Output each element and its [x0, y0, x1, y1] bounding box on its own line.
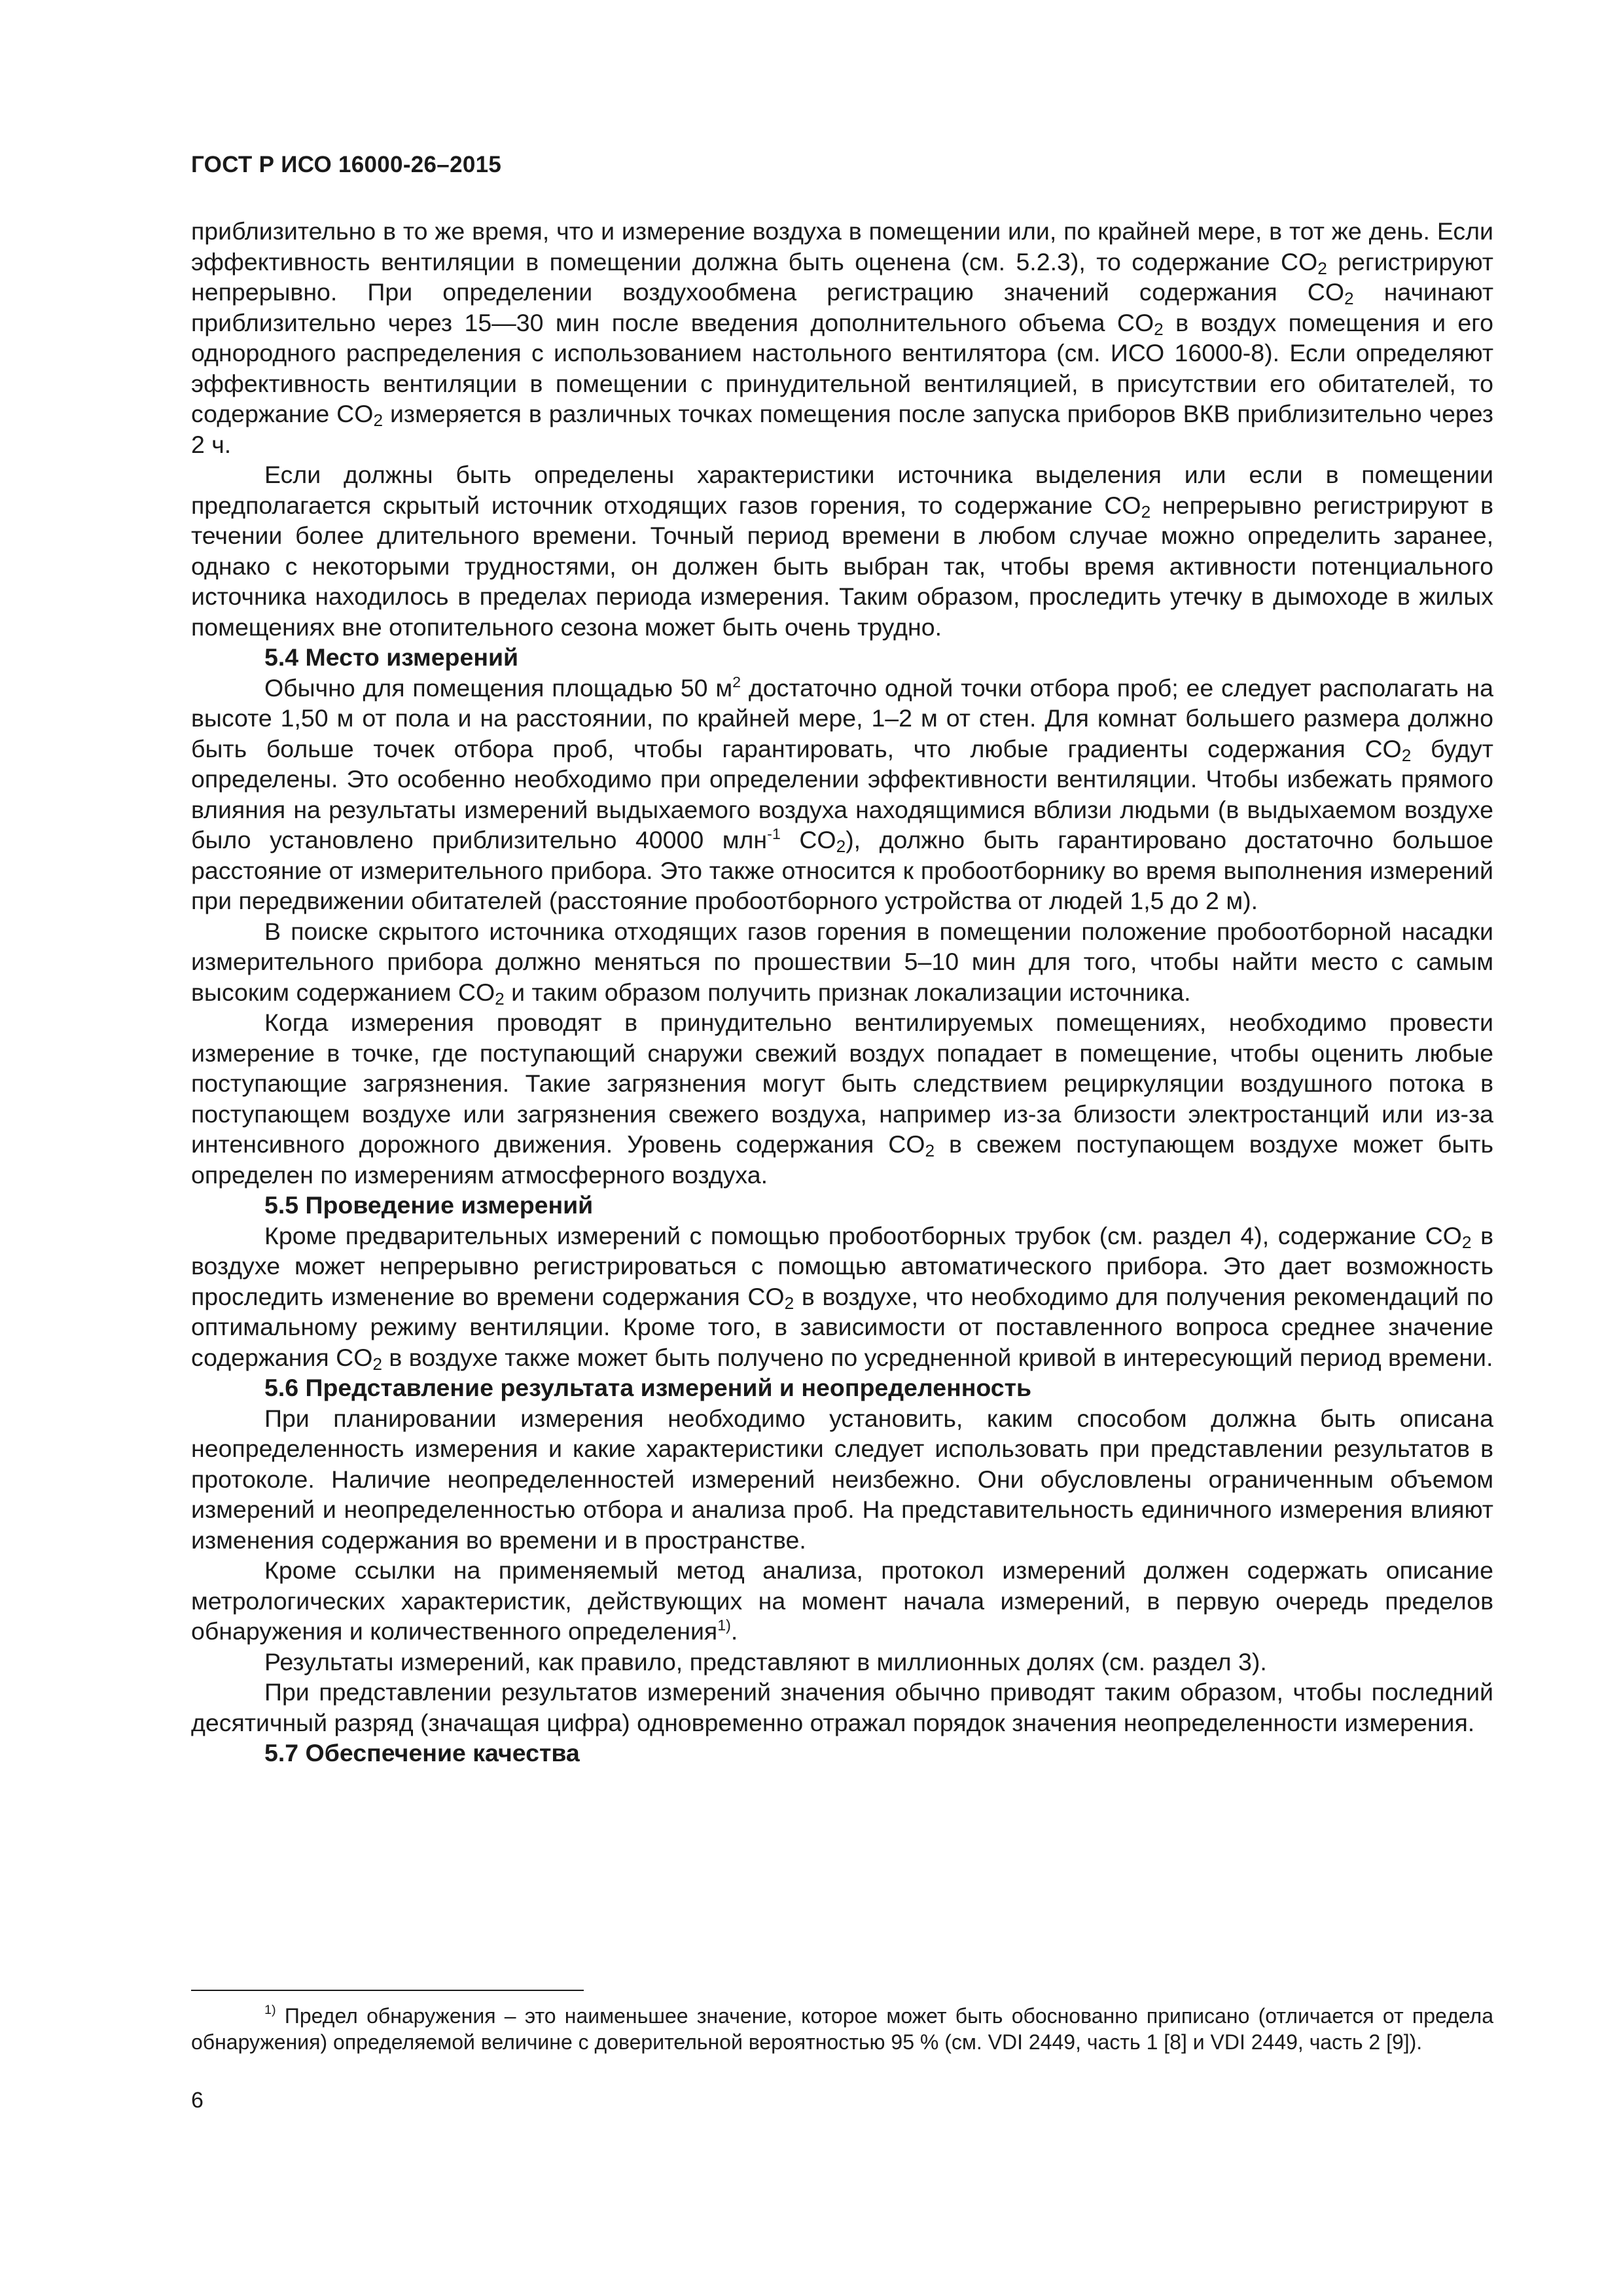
section-heading-5-4: 5.4 Место измерений — [264, 643, 519, 671]
document-body — [191, 216, 1493, 1768]
section-heading-5-6: 5.6 Представление результата измерений и неопределенность — [264, 1374, 1032, 1401]
section-heading-5-5: 5.5 Проведение измерений — [264, 1191, 594, 1219]
page-number: 6 — [191, 2088, 204, 2113]
paragraph-metrological-characteristics: Кроме ссылки на применяемый метод анализа, протокол измерений должен содержать описание метрологических характеристик, действующих на момент начала измерений, в первую очередь пределов обнаружения и количественного определения$^{1)}$. — [191, 1556, 1493, 1645]
footnote — [191, 2003, 1493, 2055]
paragraph-forced-ventilation: Когда измерения проводят в принудительно вентилируемых помещениях, необходимо провести измерение в точке, где поступающий снаружи свежий воздух попадает в помещение, чтобы оценить любые поступающие загрязнения. Такие загрязнения могут быть следствием рециркуляции воздушного потока в поступающем воздухе или загрязнения свежего воздуха, например из-за близости электростанций или из-за интенсивного дорожного движения. Уровень содержания $CO_2$ в свежем поступающем воздухе может быть определен по измерениям атмосферного воздуха. — [191, 1009, 1494, 1189]
paragraph-uncertainty-planning: При планировании измерения необходимо установить, каким способом должна быть описана неопределенность измерения и какие характеристики следует использовать при представлении результатов в протоколе. Наличие неопределенностей измерений неизбежно. Они обусловлены ограниченным объемом измерений и неопределенностью отбора и анализа проб. На представительность единичного измерения влияют изменения содержания во времени и в пространстве. — [191, 1404, 1493, 1554]
section-heading-5-7: 5.7 Обеспечение качества — [264, 1739, 580, 1767]
document-header: ГОСТ Р ИСО 16000-26–2015 — [191, 152, 502, 177]
paragraph-results-ppm: Результаты измерений, как правило, представляют в миллионных долях (см. раздел 3). — [264, 1647, 1267, 1676]
paragraph-conducting-measurements: Кроме предварительных измерений с помощью пробоотборных трубок (см. раздел 4), содержание $CO_2$ в воздухе может непрерывно регистрироваться с помощью автоматического прибора. Это дает возможность проследить изменение во времени содержания $CO_2$ в воздухе, что необходимо для получения рекомендаций по оптимальному режиму вентиляции. Кроме того, в зависимости от поставленного вопроса среднее значение содержания $CO_2$ в воздухе также может быть получено по усредненной кривой в интересующий период времени. — [191, 1221, 1493, 1374]
footnote-reference[interactable]: 1) — [717, 1617, 731, 1634]
paragraph-measurement-location: Обычно для помещения площадью 50 $м^2$ достаточно одной точки отбора проб; ее следует располагать на высоте 1,50 м от пола и на расстоянии, по крайней мере, 1–2 м от стен. Для комнат большего размера должно быть больше точек отбора проб, чтобы гарантировать, что любые градиенты содержания $CO_2$ будут определены. Это особенно необходимо при определении эффективности вентиляции. Чтобы избежать прямого влияния на результаты измерений выдыхаемого воздуха находящимися вблизи людьми (в выдыхаемом воздухе было установлено приблизительно 40000 млн$^{-1}$ $CO_2$), должно быть гарантировано достаточно большое расстояние от измерительного прибора. Это также относится к пробоотборнику во время выполнения измерений при передвижении обитателей (расстояние пробоотборного устройства от людей 1,5 до 2 м). — [191, 673, 1493, 914]
paragraph-hidden-source-search: В поиске скрытого источника отходящих газов горения в помещении положение пробоотборной насадки измерительного прибора должно меняться по прошествии 5–10 мин для того, чтобы найти место с самым высоким содержанием $CO_2$ и таким образом получить признак локализации источника. — [191, 917, 1493, 1009]
paragraph-significant-digits: При представлении результатов измерений значения обычно приводят таким образом, чтобы последний десятичный разряд (значащая цифра) одновременно отражал порядок значения неопределенности измерения. — [191, 1678, 1493, 1736]
footnote-marker: 1) — [264, 2003, 276, 2017]
footnote-divider — [191, 1990, 584, 1991]
paragraph-co2-registration: приблизительно в то же время, что и измерение воздуха в помещении или, по крайней мере, в тот же день. Если эффективность вентиляции в помещении должна быть оценена (см. 5.2.3), то содержание $CO_2$ регистрируют непрерывно. При определении воздухообмена регистрацию значений содержания $CO_2$ начинают приблизительно через 15—30 мин после введения дополнительного объема $CO_2$ в воздух помещения и его однородного распределения с использованием настольного вентилятора (см. ИСО 16000-8). Если определяют эффективность вентиляции в помещении с принудительной вентиляцией, в присутствии его обитателей, то содержание $CO_2$ измеряется в различных точках помещения после запуска приборов ВКВ приблизительно через 2 ч. — [191, 217, 1494, 458]
paragraph-emission-source: Если должны быть определены характеристики источника выделения или если в помещении предполагается скрытый источник отходящих газов горения, то содержание $CO_2$ непрерывно регистрируют в течении более длительного времени. Точный период времени в любом случае можно определить заранее, однако с некоторыми трудностями, он должен быть выбран так, чтобы время активности потенциального источника находилось в пределах периода измерения. Таким образом, проследить утечку в дымоходе в жилых помещениях вне отопительного сезона может быть очень трудно. — [191, 461, 1493, 641]
footnote-text: Предел обнаружения – это наименьшее значение, которое может быть обоснованно приписано (отличается от предела обнаружения) определяемой величине с доверительной вероятностью 95 % (см. VDI 2449, часть 1 [8] и VDI 2449, часть 2 [9]). — [191, 2004, 1493, 2054]
